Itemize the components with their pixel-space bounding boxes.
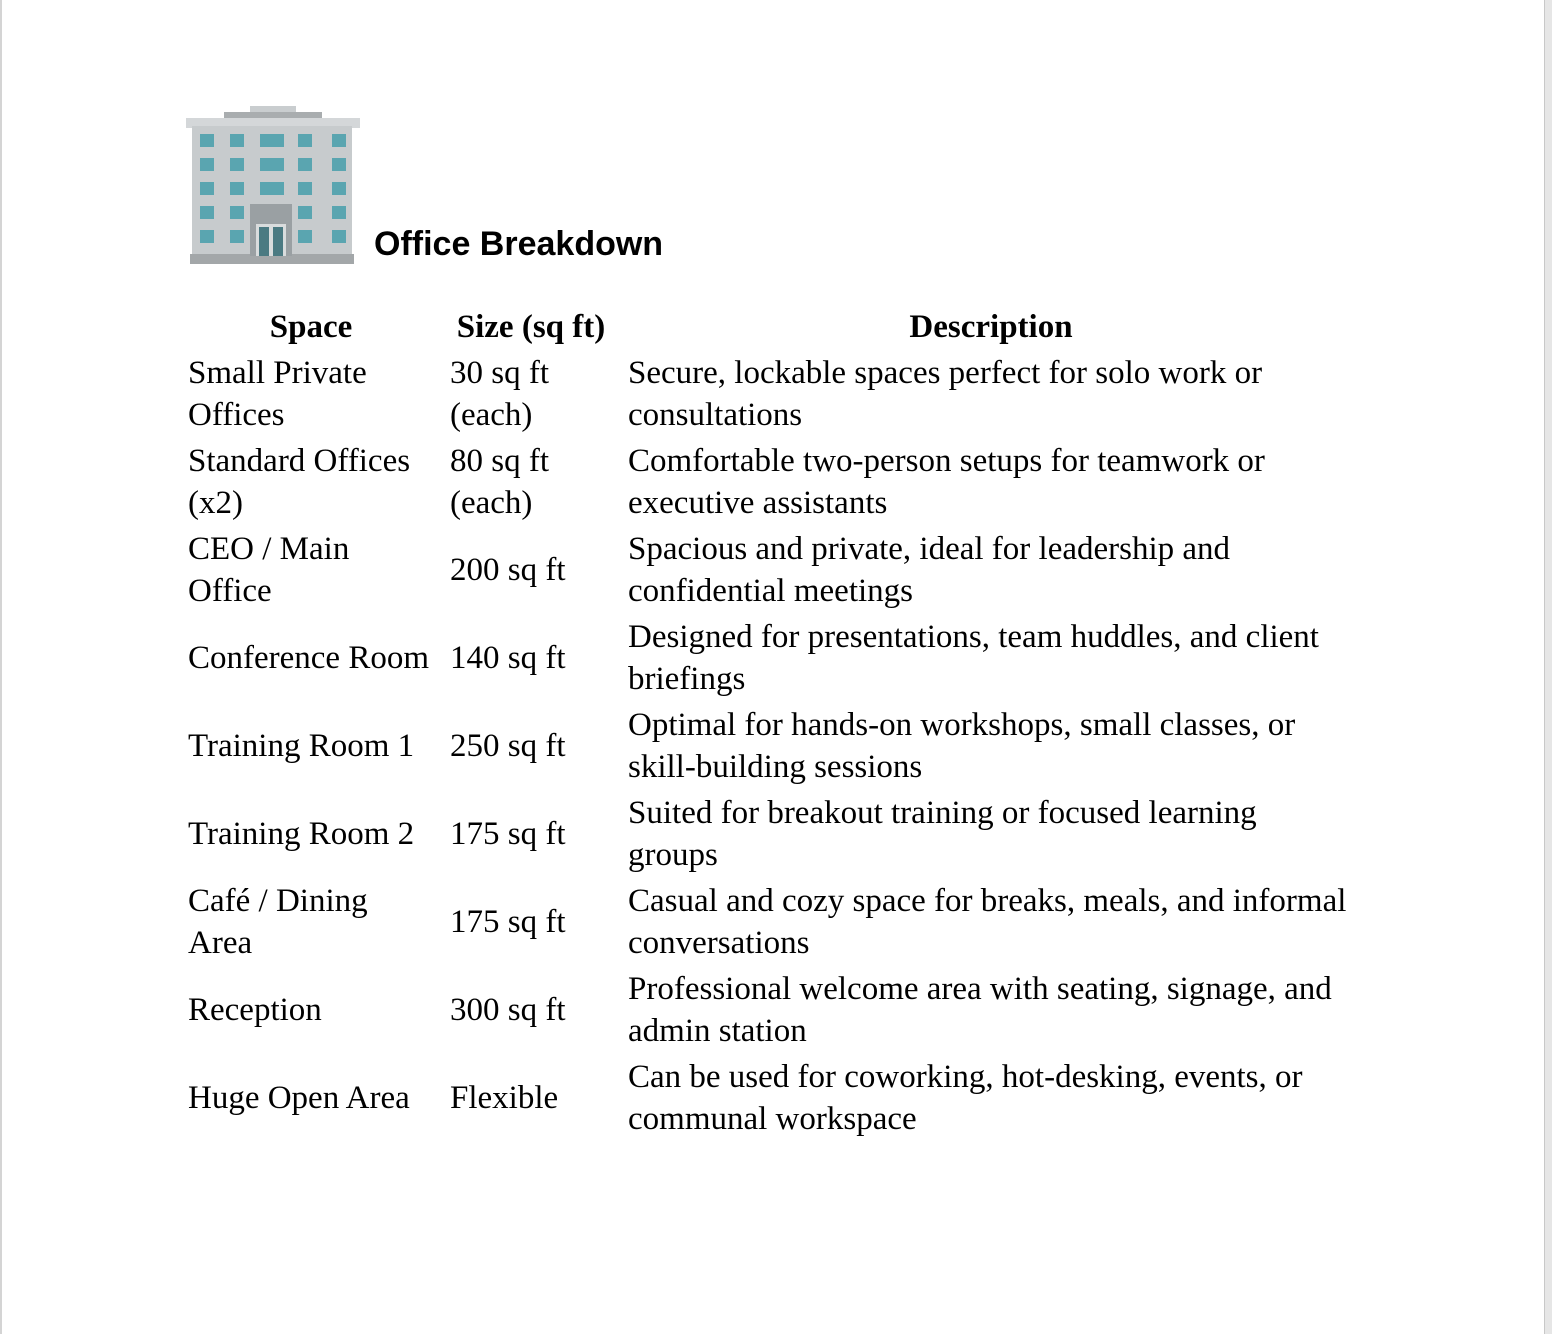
office-building-icon (186, 106, 362, 266)
cell-description: Optimal for hands-on workshops, small classes, or skill-building sessions (628, 707, 1296, 785)
table-row (180, 702, 1362, 790)
cell-size: 80 sq ft (each) (450, 443, 549, 521)
cell-description: Designed for presentations, team huddles, and client briefings (628, 619, 1319, 697)
cell-size: 30 sq ft (each) (450, 355, 549, 433)
table-row (180, 790, 1362, 878)
cell-description: Secure, lockable spaces perfect for solo work or consultations (628, 355, 1263, 433)
cell-description: Professional welcome area with seating, signage, and admin station (628, 971, 1332, 1049)
table-row (180, 438, 1362, 526)
column-header-size: Size (sq ft) (456, 309, 606, 345)
cell-size: 175 sq ft (450, 904, 566, 940)
cell-size: 200 sq ft (450, 552, 566, 588)
page-edge (0, 0, 2, 1334)
cell-description: Casual and cozy space for breaks, meals, and informal conversations (628, 883, 1347, 961)
cell-space: Standard Offices (x2) (188, 443, 411, 521)
column-header-description: Description (909, 309, 1073, 345)
table-row (180, 1054, 1362, 1142)
cell-size: 140 sq ft (450, 640, 566, 676)
cell-size: Flexible (450, 1080, 559, 1116)
table-row (180, 966, 1362, 1054)
cell-description: Suited for breakout training or focused learning groups (628, 795, 1257, 873)
document-header (186, 96, 663, 266)
table-row (180, 614, 1362, 702)
cell-space: Conference Room (188, 640, 430, 676)
cell-space: Small Private Offices (188, 355, 367, 433)
cell-space: Reception (188, 992, 322, 1028)
table-row (180, 350, 1362, 438)
cell-size: 300 sq ft (450, 992, 566, 1028)
cell-description: Comfortable two-person setups for teamwork or executive assistants (628, 443, 1265, 521)
cell-size: 175 sq ft (450, 816, 566, 852)
cell-description: Can be used for coworking, hot-desking, events, or communal workspace (628, 1059, 1303, 1137)
table-row (180, 878, 1362, 966)
cell-space: Huge Open Area (188, 1080, 410, 1116)
column-header-space: Space (269, 309, 353, 345)
cell-description: Spacious and private, ideal for leadership and confidential meetings (628, 531, 1231, 609)
page-title: Office Breakdown (374, 225, 664, 263)
cell-size: 250 sq ft (450, 728, 566, 764)
table-row (180, 526, 1362, 614)
office-breakdown-table (180, 306, 1362, 1142)
cell-space: CEO / Main Office (188, 531, 350, 609)
cell-space: Training Room 2 (188, 816, 415, 852)
table-header-row (180, 306, 1362, 350)
cell-space: Café / Dining Area (188, 883, 368, 961)
window-scrollbar-edge (1544, 0, 1552, 1334)
cell-space: Training Room 1 (188, 728, 415, 764)
